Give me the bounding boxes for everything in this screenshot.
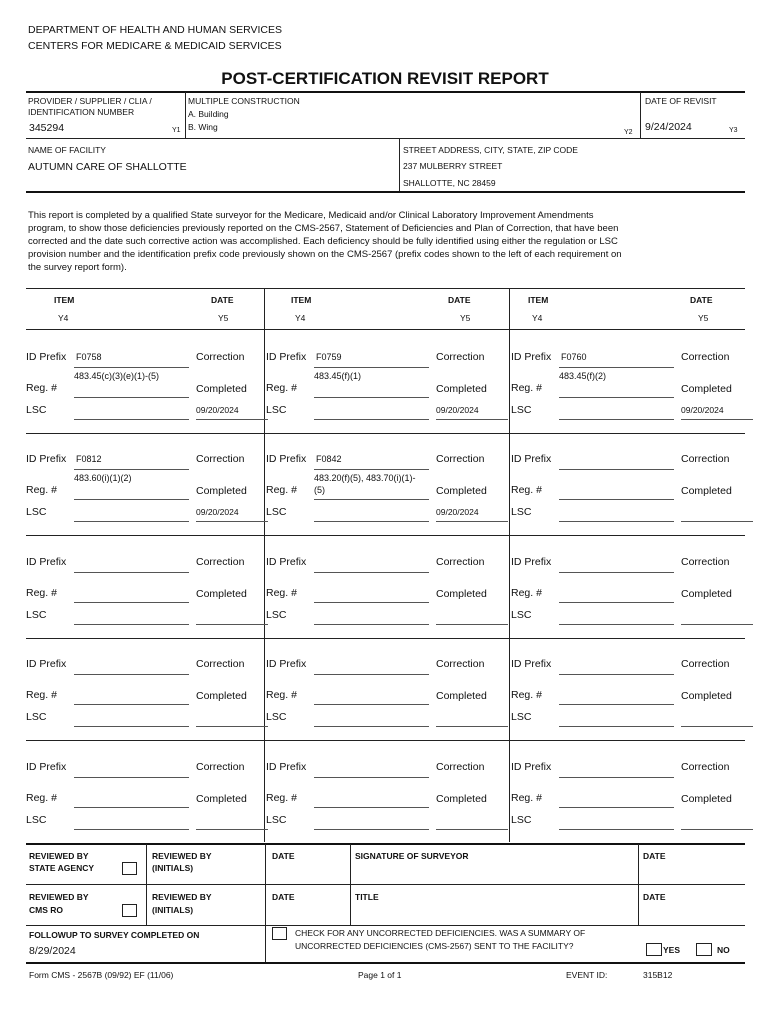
y4-code: Y4 xyxy=(295,313,306,323)
correction-label: Correction xyxy=(681,658,730,670)
lsc-label: LSC xyxy=(511,711,532,723)
date-header: DATE xyxy=(690,295,713,305)
lsc-field-line xyxy=(314,726,429,727)
reg-field-line xyxy=(314,704,429,705)
correction-label: Correction xyxy=(196,351,245,363)
lsc-field-line xyxy=(559,726,674,727)
completed-label: Completed xyxy=(681,383,732,395)
cms-ro-checkbox[interactable] xyxy=(122,904,137,917)
lsc-field-line xyxy=(559,521,674,522)
reg-label: Reg. # xyxy=(26,382,57,394)
completed-date[interactable]: 09/20/2024 xyxy=(436,405,479,415)
revisit-date[interactable]: 9/24/2024 xyxy=(645,121,692,133)
id-prefix-label: ID Prefix xyxy=(511,658,552,670)
divider xyxy=(399,139,400,191)
lsc-field-line xyxy=(74,624,189,625)
completed-date[interactable]: 09/20/2024 xyxy=(196,405,239,415)
initials-label: (INITIALS) xyxy=(152,905,194,915)
completed-label: Completed xyxy=(196,690,247,702)
lsc-label: LSC xyxy=(26,814,47,826)
reg-field-line xyxy=(314,807,429,808)
correction-label: Correction xyxy=(436,658,485,670)
initials-label: REVIEWED BY xyxy=(152,892,212,902)
reg-label: Reg. # xyxy=(26,689,57,701)
lsc-label: LSC xyxy=(26,506,47,518)
revisit-date-label: DATE OF REVISIT xyxy=(645,96,717,106)
reg-field-line xyxy=(74,397,189,398)
lsc-field-line xyxy=(74,726,189,727)
reg-field-line xyxy=(559,807,674,808)
y2-code: Y2 xyxy=(624,129,633,136)
date-field-line xyxy=(196,624,268,625)
event-id: 315B12 xyxy=(643,970,673,980)
date-label: DATE xyxy=(272,851,295,861)
check-text: UNCORRECTED DEFICIENCIES (CMS-2567) SENT TO THE FACILITY? xyxy=(295,941,574,951)
followup-date[interactable]: 8/29/2024 xyxy=(29,945,76,957)
correction-label: Correction xyxy=(196,556,245,568)
date-field-line xyxy=(196,726,268,727)
correction-label: Correction xyxy=(436,761,485,773)
completed-label: Completed xyxy=(436,690,487,702)
item-header: ITEM xyxy=(291,295,312,305)
completed-label: Completed xyxy=(681,588,732,600)
reg-label: Reg. # xyxy=(266,689,297,701)
completed-date[interactable]: 09/20/2024 xyxy=(681,405,724,415)
y4-code: Y4 xyxy=(532,313,543,323)
lsc-label: LSC xyxy=(26,609,47,621)
intro-line: the survey report form). xyxy=(28,262,127,273)
completed-label: Completed xyxy=(196,485,247,497)
divider xyxy=(265,844,266,963)
id-prefix-label: ID Prefix xyxy=(511,761,552,773)
id-prefix-field-line xyxy=(559,674,674,675)
reg-value[interactable]: 483.45(f)(1) xyxy=(314,371,362,381)
y1-code: Y1 xyxy=(172,127,181,134)
state-agency-checkbox[interactable] xyxy=(122,862,137,875)
completed-date[interactable]: 09/20/2024 xyxy=(196,507,239,517)
id-prefix-value[interactable]: F0759 xyxy=(316,352,342,362)
id-prefix-label: ID Prefix xyxy=(511,351,552,363)
correction-label: Correction xyxy=(436,453,485,465)
followup-label: FOLLOWUP TO SURVEY COMPLETED ON xyxy=(29,930,200,940)
divider xyxy=(185,92,186,138)
address-city[interactable]: SHALLOTTE, NC 28459 xyxy=(403,178,496,188)
lsc-label: LSC xyxy=(266,404,287,416)
completed-label: Completed xyxy=(436,383,487,395)
reviewed-state-label: STATE AGENCY xyxy=(29,863,95,873)
intro-line: program, to show those deficiencies previously reported on the CMS-2567, Statement of Deficiencies and Plan of Correction, that have been xyxy=(28,223,619,234)
completed-label: Completed xyxy=(196,793,247,805)
lsc-label: LSC xyxy=(511,404,532,416)
y5-code: Y5 xyxy=(218,313,229,323)
lsc-label: LSC xyxy=(511,814,532,826)
completed-date[interactable]: 09/20/2024 xyxy=(436,507,479,517)
completed-label: Completed xyxy=(436,793,487,805)
reg-field-line xyxy=(74,499,189,500)
date-field-line xyxy=(681,419,753,420)
lsc-label: LSC xyxy=(266,711,287,723)
initials-label: (INITIALS) xyxy=(152,863,194,873)
completed-label: Completed xyxy=(436,588,487,600)
id-prefix-field-line xyxy=(559,572,674,573)
id-prefix-label: ID Prefix xyxy=(26,453,67,465)
reg-field-line xyxy=(559,397,674,398)
correction-label: Correction xyxy=(681,453,730,465)
reg-field-line xyxy=(314,397,429,398)
lsc-label: LSC xyxy=(511,506,532,518)
signature-label: SIGNATURE OF SURVEYOR xyxy=(355,851,469,861)
provider-label: IDENTIFICATION NUMBER xyxy=(28,107,135,117)
id-prefix-label: ID Prefix xyxy=(26,351,67,363)
reg-label: Reg. # xyxy=(26,484,57,496)
date-field-line xyxy=(196,521,268,522)
id-prefix-label: ID Prefix xyxy=(511,453,552,465)
y5-code: Y5 xyxy=(698,313,709,323)
reviewed-cms-label: REVIEWED BY xyxy=(29,892,89,902)
row-divider xyxy=(26,638,745,639)
id-prefix-field-line xyxy=(559,469,674,470)
lsc-field-line xyxy=(559,624,674,625)
top-border xyxy=(26,91,745,93)
id-prefix-field-line xyxy=(74,572,189,573)
intro-line: This report is completed by a qualified State surveyor for the Medicare, Medicaid and/or Clinical Laboratory Improvement Amendments xyxy=(28,210,594,221)
divider xyxy=(26,884,745,885)
id-prefix-field-line xyxy=(74,777,189,778)
event-id-label: EVENT ID: xyxy=(566,970,608,980)
title-label: TITLE xyxy=(355,892,379,902)
intro-line: provision number and the identification prefix code previously shown on the CMS-2567 (prefix codes shown to the left of each requirement on xyxy=(28,249,622,260)
table-top-border xyxy=(26,288,745,289)
date-field-line xyxy=(436,829,508,830)
correction-label: Correction xyxy=(436,556,485,568)
report-title: POST-CERTIFICATION REVISIT REPORT xyxy=(221,69,549,88)
reg-label: Reg. # xyxy=(266,792,297,804)
id-prefix-label: ID Prefix xyxy=(266,351,307,363)
reg-field-line xyxy=(559,602,674,603)
correction-label: Correction xyxy=(681,761,730,773)
completed-label: Completed xyxy=(196,588,247,600)
reg-label: Reg. # xyxy=(511,484,542,496)
reg-label: Reg. # xyxy=(26,792,57,804)
department-name: DEPARTMENT OF HEALTH AND HUMAN SERVICES xyxy=(28,24,282,36)
row-divider xyxy=(26,535,745,536)
wing-label: B. Wing xyxy=(188,122,218,132)
row-divider xyxy=(26,433,745,434)
date-field-line xyxy=(196,419,268,420)
reg-field-line xyxy=(74,704,189,705)
reg-value[interactable]: 483.20(f)(5), 483.70(i)(1)-(5) xyxy=(314,473,416,495)
reviewed-state-label: REVIEWED BY xyxy=(29,851,89,861)
no-label: NO xyxy=(717,945,730,955)
provider-number[interactable]: 345294 xyxy=(29,122,65,134)
completed-label: Completed xyxy=(196,383,247,395)
provider-label: PROVIDER / SUPPLIER / CLIA / xyxy=(28,96,152,106)
lsc-label: LSC xyxy=(266,609,287,621)
reg-field-line xyxy=(74,807,189,808)
id-prefix-value[interactable]: F0812 xyxy=(76,454,102,464)
lsc-label: LSC xyxy=(266,506,287,518)
reg-label: Reg. # xyxy=(511,689,542,701)
lsc-field-line xyxy=(559,829,674,830)
id-prefix-label: ID Prefix xyxy=(26,761,67,773)
row-divider xyxy=(26,740,745,741)
date-field-line xyxy=(436,726,508,727)
address-street[interactable]: 237 MULBERRY STREET xyxy=(403,161,503,171)
date-field-line xyxy=(436,419,508,420)
date-field-line xyxy=(436,521,508,522)
date-label: DATE xyxy=(643,892,666,902)
divider xyxy=(26,138,745,139)
reg-label: Reg. # xyxy=(26,587,57,599)
id-prefix-field-line xyxy=(314,572,429,573)
divider xyxy=(26,962,745,964)
id-prefix-label: ID Prefix xyxy=(266,453,307,465)
lsc-field-line xyxy=(314,829,429,830)
y3-code: Y3 xyxy=(729,127,738,134)
date-field-line xyxy=(681,521,753,522)
id-prefix-label: ID Prefix xyxy=(26,658,67,670)
id-prefix-label: ID Prefix xyxy=(26,556,67,568)
form-number: Form CMS - 2567B (09/92) EF (11/06) xyxy=(29,970,174,980)
id-prefix-label: ID Prefix xyxy=(266,556,307,568)
reg-label: Reg. # xyxy=(266,382,297,394)
building-label: A. Building xyxy=(188,109,229,119)
completed-label: Completed xyxy=(436,485,487,497)
yes-checkbox[interactable] xyxy=(646,943,662,956)
id-prefix-field-line xyxy=(314,777,429,778)
reg-field-line xyxy=(74,602,189,603)
reg-label: Reg. # xyxy=(511,792,542,804)
date-field-line xyxy=(681,726,753,727)
lsc-label: LSC xyxy=(511,609,532,621)
correction-label: Correction xyxy=(436,351,485,363)
reg-label: Reg. # xyxy=(266,587,297,599)
no-checkbox[interactable] xyxy=(696,943,712,956)
lsc-field-line xyxy=(74,419,189,420)
lsc-label: LSC xyxy=(26,711,47,723)
id-prefix-field-line xyxy=(559,777,674,778)
item-header: ITEM xyxy=(528,295,549,305)
id-prefix-field-line xyxy=(74,469,189,470)
item-header: ITEM xyxy=(54,295,75,305)
correction-label: Correction xyxy=(196,658,245,670)
id-prefix-label: ID Prefix xyxy=(266,761,307,773)
date-header: DATE xyxy=(448,295,471,305)
divider xyxy=(640,92,641,138)
completed-label: Completed xyxy=(681,793,732,805)
reg-value[interactable]: 483.45(c)(3)(e)(1)-(5) xyxy=(74,371,160,381)
reviewed-cms-label: CMS RO xyxy=(29,905,63,915)
address-label: STREET ADDRESS, CITY, STATE, ZIP CODE xyxy=(403,145,578,155)
id-prefix-label: ID Prefix xyxy=(511,556,552,568)
date-field-line xyxy=(681,624,753,625)
uncorrected-checkbox[interactable] xyxy=(272,927,287,940)
lsc-label: LSC xyxy=(26,404,47,416)
id-prefix-field-line xyxy=(74,367,189,368)
check-text: CHECK FOR ANY UNCORRECTED DEFICIENCIES. WAS A SUMMARY OF xyxy=(295,928,586,938)
correction-label: Correction xyxy=(681,351,730,363)
reg-field-line xyxy=(314,499,429,500)
date-header: DATE xyxy=(211,295,234,305)
table-header-border xyxy=(26,329,745,330)
construction-label: MULTIPLE CONSTRUCTION xyxy=(188,96,300,106)
reg-value[interactable]: 483.45(f)(2) xyxy=(559,371,607,381)
reg-value[interactable]: 483.60(i)(1)(2) xyxy=(74,473,132,483)
lsc-field-line xyxy=(314,521,429,522)
page-number: Page 1 of 1 xyxy=(358,970,402,980)
divider xyxy=(26,925,745,926)
reg-field-line xyxy=(314,602,429,603)
correction-label: Correction xyxy=(196,453,245,465)
facility-name-label: NAME OF FACILITY xyxy=(28,145,106,155)
column-divider xyxy=(509,289,510,842)
completed-label: Completed xyxy=(681,690,732,702)
lsc-field-line xyxy=(559,419,674,420)
date-field-line xyxy=(436,624,508,625)
yes-label: YES xyxy=(663,945,681,955)
correction-label: Correction xyxy=(196,761,245,773)
correction-label: Correction xyxy=(681,556,730,568)
id-prefix-value[interactable]: F0842 xyxy=(316,454,342,464)
lsc-field-line xyxy=(314,419,429,420)
reg-field-line xyxy=(559,499,674,500)
id-prefix-field-line xyxy=(314,674,429,675)
reg-field-line xyxy=(559,704,674,705)
date-field-line xyxy=(681,829,753,830)
date-field-line xyxy=(196,829,268,830)
id-prefix-value[interactable]: F0760 xyxy=(561,352,587,362)
lsc-field-line xyxy=(74,829,189,830)
initials-label: REVIEWED BY xyxy=(152,851,212,861)
intro-line: corrected and the date such corrective action was accomplished. Each deficiency should be fully identified using either the regulation or LSC xyxy=(28,236,618,247)
reg-label: Reg. # xyxy=(511,587,542,599)
lsc-field-line xyxy=(74,521,189,522)
reg-label: Reg. # xyxy=(511,382,542,394)
id-prefix-field-line xyxy=(314,367,429,368)
divider xyxy=(26,191,745,193)
column-divider xyxy=(264,289,265,842)
facility-name[interactable]: AUTUMN CARE OF SHALLOTTE xyxy=(28,161,187,173)
y5-code: Y5 xyxy=(460,313,471,323)
id-prefix-field-line xyxy=(314,469,429,470)
id-prefix-value[interactable]: F0758 xyxy=(76,352,102,362)
lsc-field-line xyxy=(314,624,429,625)
date-label: DATE xyxy=(272,892,295,902)
id-prefix-field-line xyxy=(74,674,189,675)
y4-code: Y4 xyxy=(58,313,69,323)
id-prefix-label: ID Prefix xyxy=(266,658,307,670)
completed-label: Completed xyxy=(681,485,732,497)
agency-name: CENTERS FOR MEDICARE & MEDICAID SERVICES xyxy=(28,40,282,52)
id-prefix-field-line xyxy=(559,367,674,368)
lsc-label: LSC xyxy=(266,814,287,826)
date-label: DATE xyxy=(643,851,666,861)
reg-label: Reg. # xyxy=(266,484,297,496)
